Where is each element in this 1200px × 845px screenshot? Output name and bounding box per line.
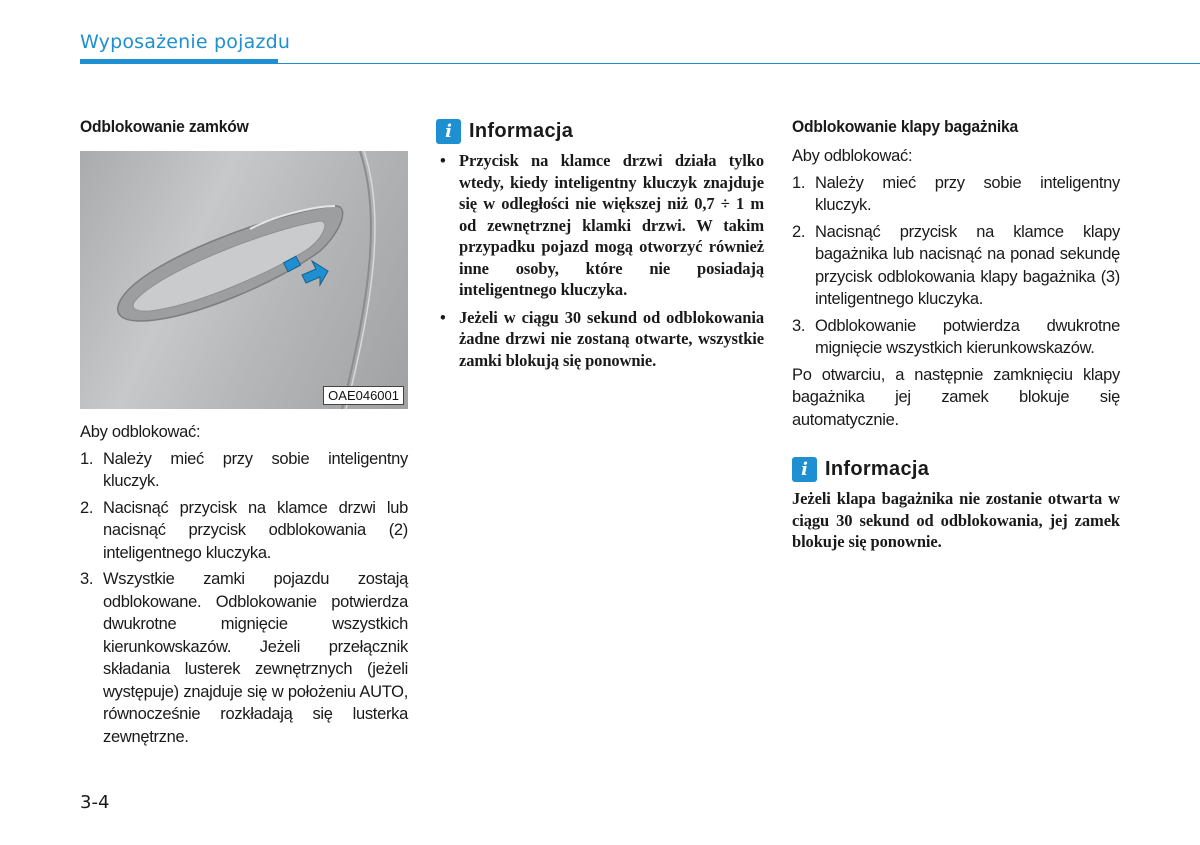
list-item: • Przycisk na klamce drzwi działa tylko wtedy, kiedy inteligentny kluczyk znajduje się w odległości nie większej niż 0,7 ÷ 1 m od zewnętrznej klamki drzwi. W takim przypadku pojazd mogą otworzyć również inne osoby, które nie posiadają inteligentnego kluczyka. — [440, 151, 764, 299]
intro-text: Aby odblokować: — [792, 147, 913, 165]
section-title-door-unlock: Odblokowanie zamków — [80, 117, 249, 136]
column-trunk-unlock — [792, 115, 1120, 553]
figure-label: OAE046001 — [323, 386, 404, 405]
door-handle-figure — [80, 151, 408, 409]
info-header — [436, 119, 764, 144]
info-list — [436, 150, 764, 371]
step-list — [792, 172, 1120, 360]
info-title: Informacja — [825, 458, 930, 480]
list-item: 3. Odblokowanie potwierdza dwukrotne mignięcie wszystkich kierunkowskazów. — [792, 316, 1120, 357]
list-item: 3. Wszystkie zamki pojazdu zostają odblokowane. Odblokowanie potwierdza dwukrotne mignięcie wszystkich kierunkowskazów. Jeżeli przełącznik składania lusterek zewnętrznych (jeżeli występuje) znajduje się w położeniu AUTO, równocześnie rozkładają się lusterka zewnętrzne. — [80, 570, 408, 746]
section-title-trunk-unlock: Odblokowanie klapy bagażnika — [792, 117, 1019, 136]
column-door-unlock — [80, 115, 408, 752]
list-item: 1. Należy mieć przy sobie inteligentny kluczyk. — [792, 173, 1120, 214]
intro-text: Aby odblokować: — [80, 423, 201, 441]
door-handle-illustration — [80, 151, 408, 409]
list-item: 1. Należy mieć przy sobie inteligentny kluczyk. — [80, 449, 408, 490]
list-item: • Jeżeli w ciągu 30 sekund od odblokowania żadne drzwi nie zostaną otwarte, wszystkie zamki blokują się ponownie. — [440, 307, 764, 370]
page-number: 3-4 — [80, 792, 110, 813]
list-item: 2. Nacisnąć przycisk na klamce klapy bagażnika lub nacisnąć na ponad sekundę przycisk odblokowania klapy bagażnika (3) inteligentnego kluczyka. — [792, 222, 1120, 308]
info-icon: i — [436, 119, 461, 144]
info-text: Jeżeli klapa bagażnika nie zostanie otwarta w ciągu 30 sekund od odblokowania, jej zamek blokuje się ponownie. — [792, 489, 1120, 551]
after-text: Po otwarciu, a następnie zamknięciu klapy bagażnika jej zamek blokuje się automatycznie. — [792, 365, 1120, 429]
info-icon: i — [792, 457, 817, 482]
info-header — [792, 457, 1120, 482]
list-item: 2. Nacisnąć przycisk na klamce drzwi lub nacisnąć przycisk odblokowania (2) inteligentnego kluczyka. — [80, 498, 408, 562]
info-title: Informacja — [469, 120, 574, 142]
header-rule-thin — [80, 63, 1200, 64]
step-list — [80, 448, 408, 749]
column-info — [436, 115, 764, 377]
header-title: Wyposażenie pojazdu — [80, 31, 291, 53]
